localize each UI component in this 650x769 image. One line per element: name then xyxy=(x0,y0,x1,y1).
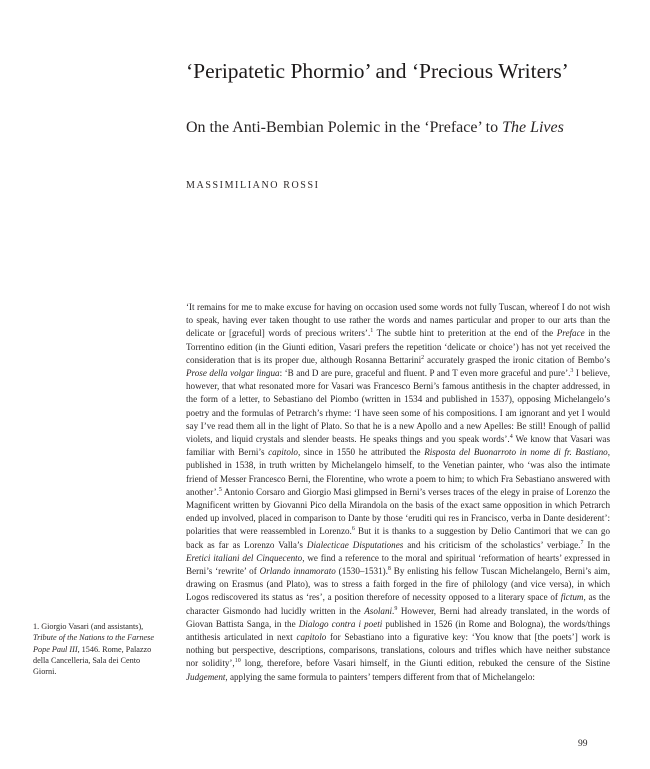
italic-text: Prose della volgar lingua xyxy=(186,368,280,379)
body-text-segment: , applying the same formula to painters’ tempers different from that of Michelangelo: xyxy=(225,671,535,682)
caption-location: , 1546. Rome, Palazzo della Cancelleria, Sala dei Cento Giorni. xyxy=(33,644,152,677)
body-text-segment: accurately grasped the ironic citation of Bembo’s xyxy=(424,354,610,365)
body-text-segment: : ‘B and D are pure, graceful and fluent. P and T even more graceful and pure’. xyxy=(279,368,571,379)
footnote-marker: 5 xyxy=(218,486,222,493)
body-text-segment: I believe, however, that what resonated more for Vasari was Francesco Berni’s famous antithesis in the chapter addressed, in the form of a letter, to Sebastiano del Piombo (written in 1534 and published in 1537), opposing Michelangelo’s poetry and the formulas of Petrarch’s rhyme: ‘I have seen some of his compositions. I am ignorant and yet I would say I’ve read them all in the light of Plato. So that he is a new Apollo and a new Apelles: Be still! Enough of pallid violets, and liquid crystals and slender beasts. He speaks things and you speak words’. xyxy=(186,368,610,445)
footnote-marker: 4 xyxy=(509,434,513,440)
footnote-marker: 1 xyxy=(370,328,374,335)
article-subtitle xyxy=(186,118,626,138)
caption-number: 1. xyxy=(33,622,40,631)
footnote-marker: 10 xyxy=(234,658,241,665)
italic-text: capitolo xyxy=(268,447,298,458)
footnote-marker: 6 xyxy=(351,526,355,533)
body-text-segment: But it is thanks to a suggestion by Delio Cantimori that we can go back as far as Lorenzo Valla’s xyxy=(186,526,610,550)
body-text-segment: By enlisting his fellow Tuscan Michelangelo, Berni’s aim, drawing on Erasmus (and Plato), was to stress a faith forged in the fire of philology (and vice versa), in which Logos rediscovered its status as ‘res’, a position therefore of necessity opposed to a literary space of xyxy=(186,566,610,603)
footnote-marker: 2 xyxy=(421,354,425,361)
body-text-segment: , since in 1550 he attributed the xyxy=(297,447,425,458)
italic-text: Asolani xyxy=(364,605,393,616)
italic-text: Judgement xyxy=(186,671,226,682)
body-text-segment: The subtle hint to preterition at the end of the xyxy=(373,328,557,339)
body-text-segment: (1530–1531). xyxy=(335,566,388,577)
footnote-marker: 7 xyxy=(580,539,584,546)
body-text-segment: Antonio Corsaro and Giorgio Masi glimpsed in Berni’s verses traces of the elegy in praise of Lorenzo the Magnificent written by Giovanni Pico della Mirandola on the basis of the exact same opposition in which Petrarch ended up involved, placed in comparison to Dante by those ‘eruditi qui res in Francisco, verba in Dante desiderent’: polarities that were reassembled in Lorenzo. xyxy=(186,486,610,537)
body-paragraph xyxy=(186,301,610,684)
footnote-marker: 9 xyxy=(394,605,398,612)
footnote-marker: 3 xyxy=(570,367,574,374)
body-text-segment: However, Berni had already translated, in the words of Giovan Battista Sanga, in the xyxy=(186,605,610,629)
body-text-segment: long, therefore, before Vasari himself, in the Giunti edition, rebuked the censure of the Sistine xyxy=(240,658,610,669)
body-text-segment: for Sebastiano into a figurative key: ‘You know that [the poets’] work is nothing but perspective, descriptions, comparisons, translations, colours and trifles which have neither substance nor solidity’, xyxy=(186,632,610,669)
caption-artwork-title: Tribute of the Nations to the Farnese Pope Paul III xyxy=(33,633,154,654)
italic-text: Dialogo contra i poeti xyxy=(298,618,383,629)
subtitle-italic-text: The Lives xyxy=(502,119,564,136)
page-number: 99 xyxy=(578,739,588,749)
italic-text: capitolo xyxy=(296,632,327,643)
body-text-segment: . xyxy=(392,605,395,616)
subtitle-text: On the Anti-Bembian Polemic in the ‘Preface’ to xyxy=(186,119,503,136)
body-text-segment: and his criticism of the scholastics’ verbiage. xyxy=(403,539,581,550)
italic-text: fictum xyxy=(560,592,584,603)
italic-text: Orlando innamorato xyxy=(259,566,336,577)
body-text-segment: , as the character Gismondo had lucidly written in the xyxy=(186,592,610,616)
body-text-segment: , published in 1538, in truth written by Michelangelo himself, to the Venetian painter, who ‘was also the intimate friend of Messer Francesco Berni, the Florentine, who wrote a poem to him; to which Fra Sebastiano answered with another’. xyxy=(186,447,610,497)
italic-text: Dialecticae Disputationes xyxy=(306,539,404,550)
article-title: ‘Peripatetic Phormio’ and ‘Precious Writers’ xyxy=(186,59,569,83)
italic-text: Preface xyxy=(556,328,585,339)
body-text-segment: In the xyxy=(583,539,610,550)
body-text-segment: We know that Vasari was familiar with Berni’s xyxy=(186,434,611,458)
caption-text: Giorgio Vasari (and assistants), xyxy=(39,622,144,631)
body-text-segment: in the Torrentino edition (in the Giunti edition, Vasari prefers the repetition ‘delicate or choice’) has not yet received the consideration that is its proper due, although Rosanna Bettarini xyxy=(186,328,610,365)
body-text-segment: published in 1526 (in Rome and Bologna), the words/things antithesis articulated in next xyxy=(186,618,610,643)
body-text-segment: , we find a reference to the moral and spiritual ‘reformation of hearts’ expressed in Berni’s ‘rewrite’ of xyxy=(186,552,610,577)
author-name: MASSIMILIANO ROSSI xyxy=(186,180,320,191)
footnote-marker: 8 xyxy=(387,566,391,573)
italic-text: Risposta del Buonarroto in nome di fr. Bastiano xyxy=(424,447,608,458)
figure-caption xyxy=(33,621,165,677)
body-text-segment: ‘It remains for me to make excuse for having on occasion used some words not fully Tuscan, whereof I do not wish to speak, having ever taken thought to use rather the words and names particular and proper to our arts than the delicate or [graceful] words of precious writers’. xyxy=(186,302,610,339)
italic-text: Eretici italiani del Cinquecento xyxy=(186,552,303,563)
